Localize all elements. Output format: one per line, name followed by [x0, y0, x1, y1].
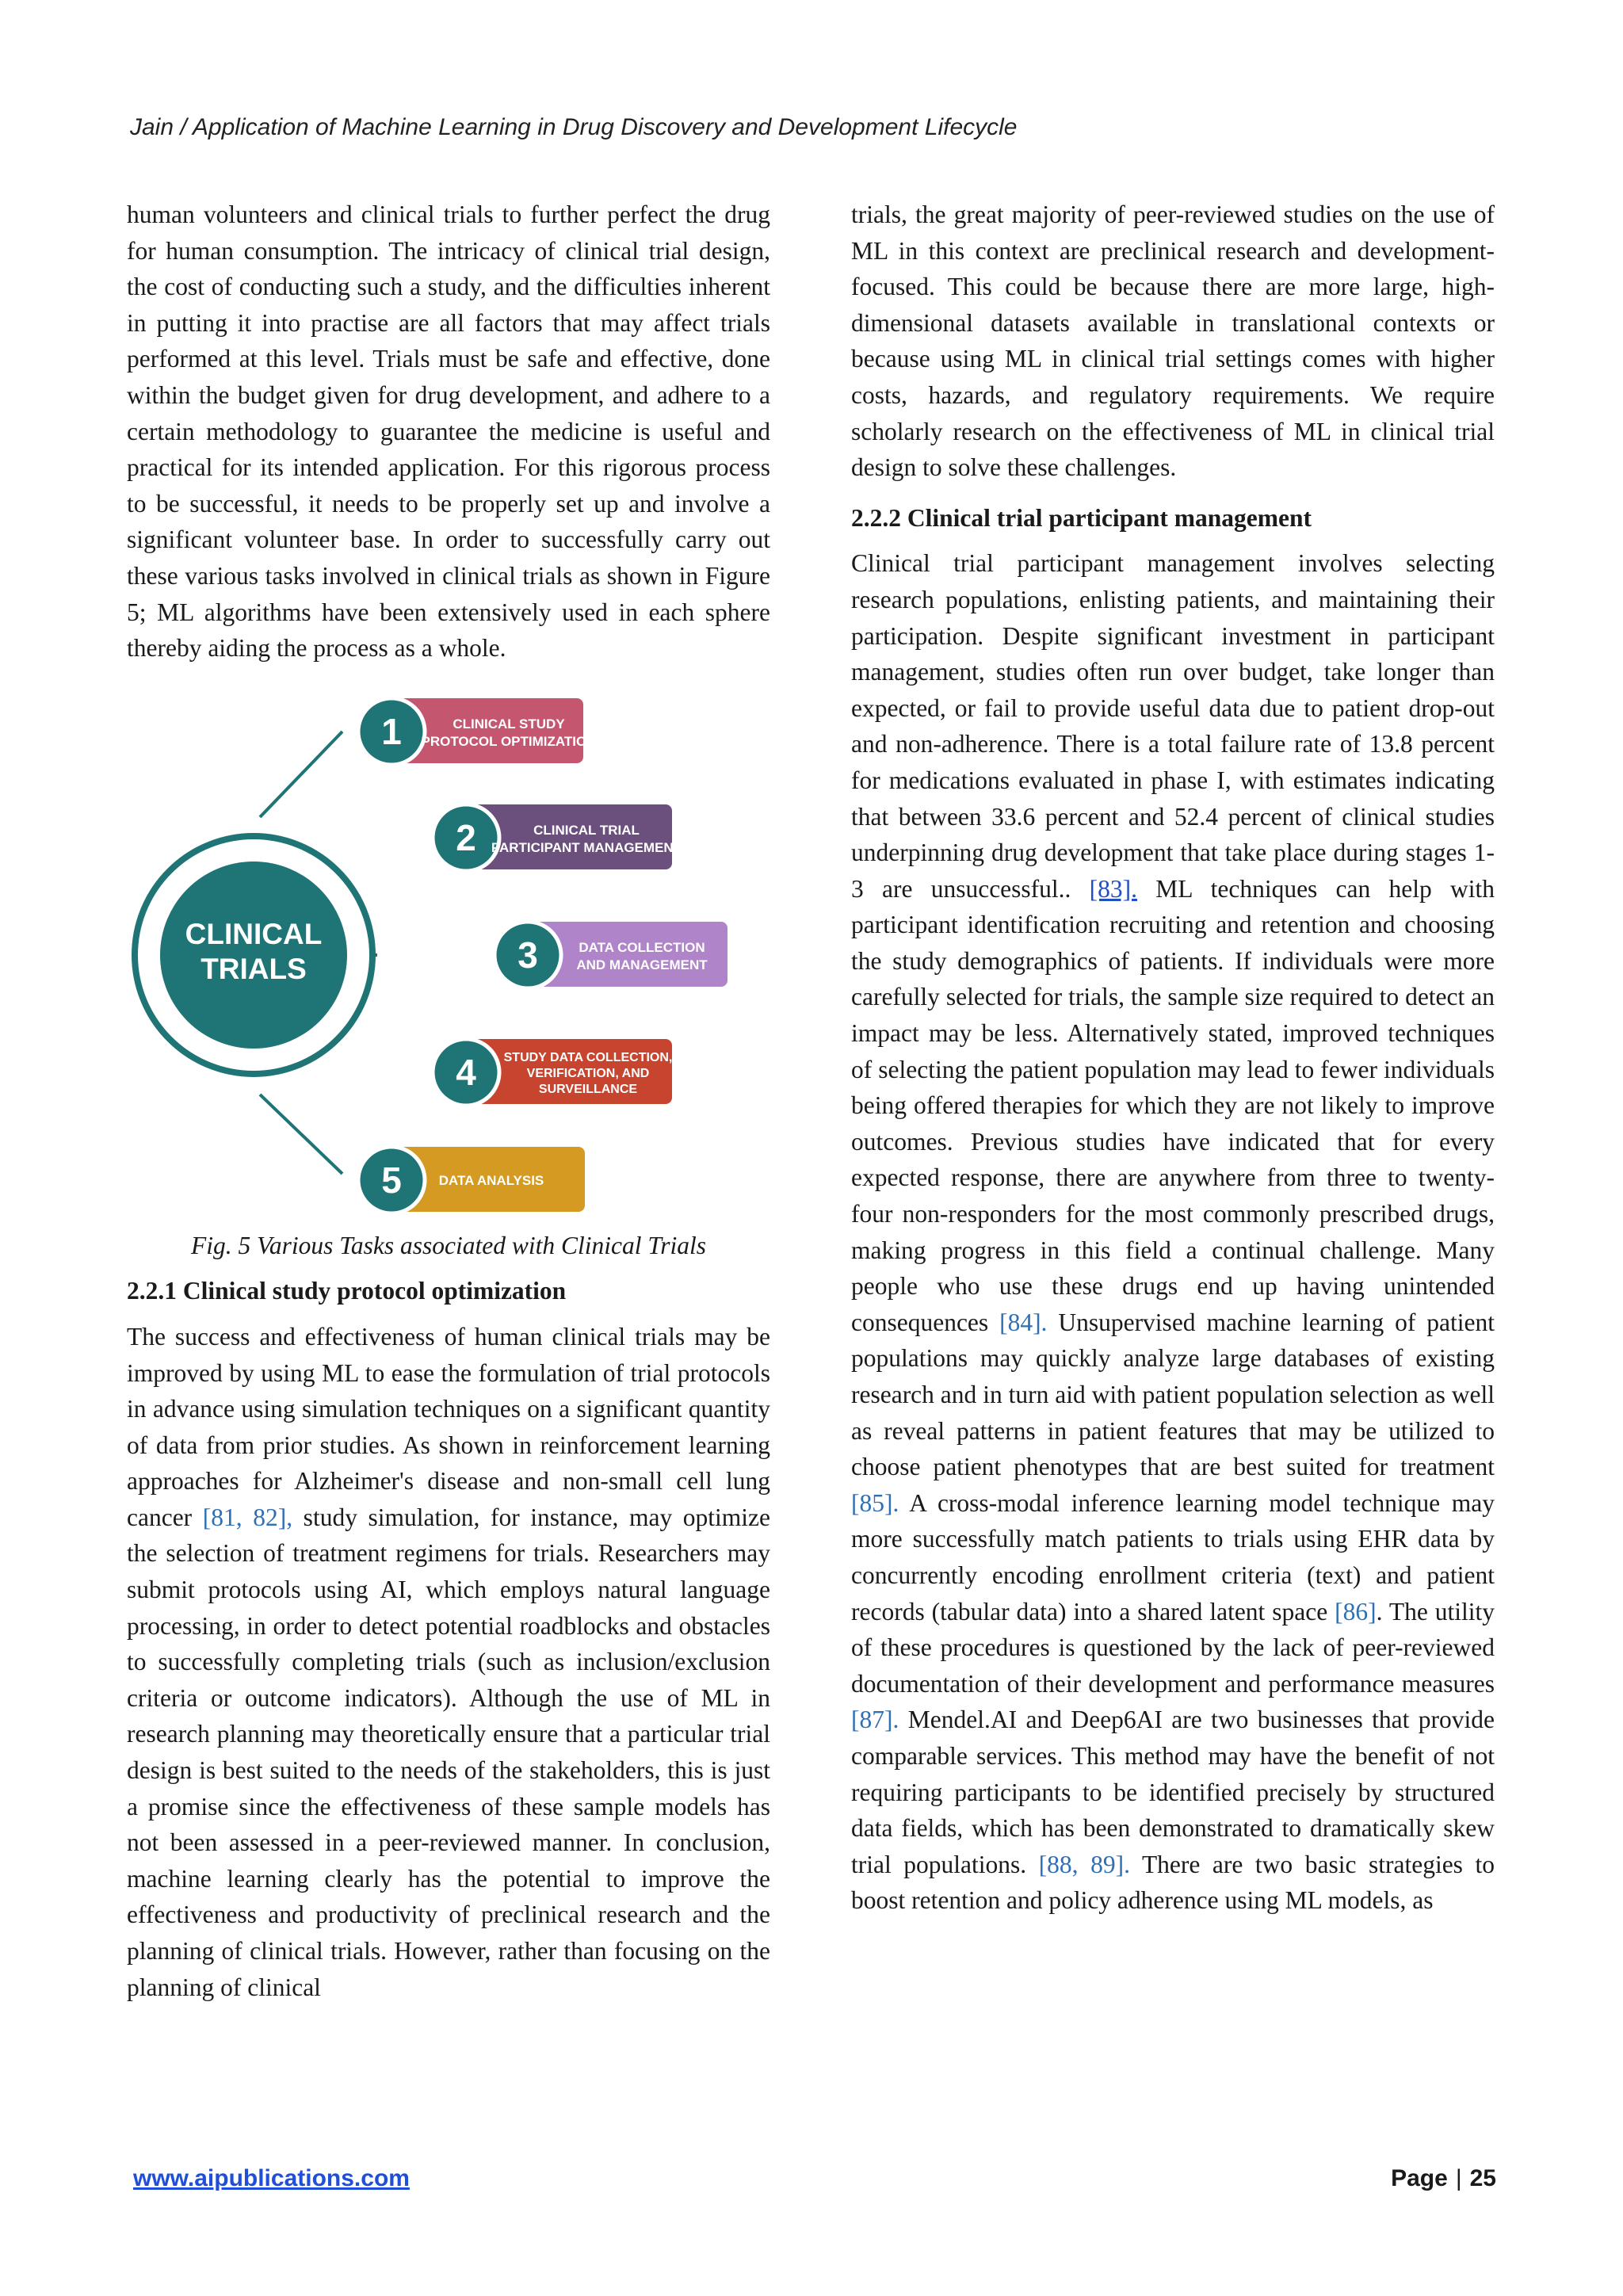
task-label-4a: STUDY DATA COLLECTION,: [503, 1050, 673, 1064]
task-label-1b: PROTOCOL OPTIMIZATION: [421, 733, 597, 749]
citation-83[interactable]: [83].: [1089, 874, 1138, 903]
section-222-paragraph: Clinical trial participant management involves selecting research populations, enlisting patients, and maintaining their participation. Despite significant investment in participant management, studies often run over budget, take longer than expected, or fail to provide useful data due to patient drop-out and non-adherence. There is a total failure rate of 13.8 percent for medications evaluated in phase I, with estimates indicating that between 33.6 percent and 52.4 percent of clinical studies underpinning drug development that take place during stages 1-3 are unsuccessful.. [83]. ML techniques can help with participant identification recruiting and retention and choosing the study demographics of patients. If individuals were more carefully selected for trials, the sample size required to detect an impact may be less. Alternatively stated, improved techniques of selecting the patient population may lead to fewer individuals being offered therapies for which they are not likely to improve outcomes. Previous studies have indicated that for every expected response, there are anywhere from three to twenty-four non-responders for the most commonly prescribed drugs, making progress in this field a continual challenge. Many people who use these drugs end up having unintended consequences [84]. Unsupervised machine learning of patient populations may quickly analyze large databases of existing research and in turn aid with patient population selection as well as reveal patterns in patient features that may be utilized to choose patient phenotypes that are best suited for treatment [85]. A cross-modal inference learning model technique may more successfully match patients to trials using EHR data by concurrently encoding enrollment criteria (text) and patient records (tabular data) into a shared latent space [86]. The utility of these procedures is questioned by the lack of peer-reviewed documentation of their development and performance measures [87]. Mendel.AI and Deep6AI are two businesses that provide comparable services. This method may have the benefit of not requiring participants to be identified precisely by structured data fields, which has been demonstrated to dramatically skew trial populations. [88, 89]. There are two basic strategies to boost retention and policy adherence using ML models, as: [851, 549, 1495, 1915]
page-label: Page: [1391, 2165, 1448, 2191]
citation-86[interactable]: [86]: [1335, 1597, 1377, 1626]
citation-81-82[interactable]: [81, 82],: [202, 1503, 293, 1531]
task-label-2b: PARTICIPANT MANAGEMENT: [491, 839, 682, 855]
citation-85[interactable]: [85].: [851, 1488, 899, 1517]
task-label-5: DATA ANALYSIS: [438, 1172, 544, 1188]
section-heading-221: 2.2.1 Clinical study protocol optimization: [127, 1277, 567, 1305]
task-number-1: 1: [381, 710, 402, 752]
task-number-5: 5: [381, 1159, 402, 1201]
clinical-trials-diagram: [127, 689, 770, 1228]
continuation-paragraph: trials, the great majority of peer-reviewed studies on the use of ML in this context are preclinical research and development-focused. This could be because there are more large, high-dimensional datasets available in translational contexts or because using ML in clinical trial settings comes with higher costs, hazards, and regulatory requirements. We require scholarly research on the effectiveness of ML in clinical trial design to solve these challenges.: [851, 201, 1495, 482]
task-label-3a: DATA COLLECTION: [579, 939, 705, 955]
connector-line-5: [260, 1095, 342, 1174]
left-column: [127, 197, 770, 2005]
citation-84[interactable]: [84].: [999, 1308, 1048, 1336]
task-number-3: 3: [517, 934, 538, 976]
task-label-1a: CLINICAL STUDY: [453, 716, 565, 732]
task-number-4: 4: [456, 1051, 476, 1093]
center-label-line2: TRIALS: [200, 952, 307, 985]
figure-caption: Fig. 5 Various Tasks associated with Clinical Trials: [191, 1231, 706, 1259]
page-number: [1391, 2165, 1496, 2192]
page-number-value: 25: [1469, 2165, 1496, 2191]
citation-87[interactable]: [87].: [851, 1706, 899, 1734]
connector-line-1: [260, 732, 342, 817]
intro-paragraph: human volunteers and clinical trials to further perfect the drug for human consumption. The intricacy of clinical trial design, the cost of conducting such a study, and the difficulties inherent in putting it into practise are all factors that may affect trials performed at this level. Trials must be safe and effective, done within the budget given for drug development, and adhere to a certain methodology to guarantee the medicine is useful and practical for its intended application. For this rigorous process to be successful, it needs to be properly set up and involve a significant volunteer base. In order to successfully carry out these various tasks involved in clinical trials as shown in Figure 5; ML algorithms have been extensively used in each sphere thereby aiding the process as a whole.: [127, 201, 770, 663]
right-column: [851, 197, 1495, 1919]
task-label-2a: CLINICAL TRIAL: [533, 822, 640, 838]
publisher-website-link[interactable]: www.aipublications.com: [133, 2165, 410, 2191]
task-label-4c: SURVEILLANCE: [538, 1082, 638, 1096]
page-separator: |: [1455, 2165, 1462, 2191]
task-label-4b: VERIFICATION, AND: [526, 1066, 650, 1080]
task-number-2: 2: [456, 816, 476, 858]
task-label-3b: AND MANAGEMENT: [576, 957, 708, 972]
clinical-trials-figure: [127, 689, 770, 1228]
section-221-paragraph: The success and effectiveness of human clinical trials may be improved by using ML to ease the formulation of trial protocols in advance using simulation techniques on a significant quantity of data from prior studies. As shown in reinforcement learning approaches for Alzheimer's disease and non-small cell lung cancer [81, 82], study simulation, for instance, may optimize the selection of treatment regimens for trials. Researchers may submit protocols using AI, which employs natural language processing, in order to detect potential roadblocks and obstacles to successfully completing trials (such as inclusion/exclusion criteria or outcome indicators). Although the use of ML in research planning may theoretically ensure that a particular trial design is best suited to the needs of the stakeholders, this is just a promise since the effectiveness of these sample models has not been assessed in a peer-reviewed manner. In conclusion, machine learning clearly has the potential to improve the effectiveness and productivity of preclinical research and the planning of clinical trials. However, rather than focusing on the planning of clinical: [127, 1322, 771, 2001]
citation-88-89[interactable]: [88, 89].: [1038, 1850, 1130, 1878]
section-heading-222: 2.2.2 Clinical trial participant management: [851, 503, 1312, 532]
center-label-line1: CLINICAL: [185, 917, 323, 950]
running-title: Jain / Application of Machine Learning in Drug Discovery and Development Lifecycle: [130, 114, 1018, 140]
